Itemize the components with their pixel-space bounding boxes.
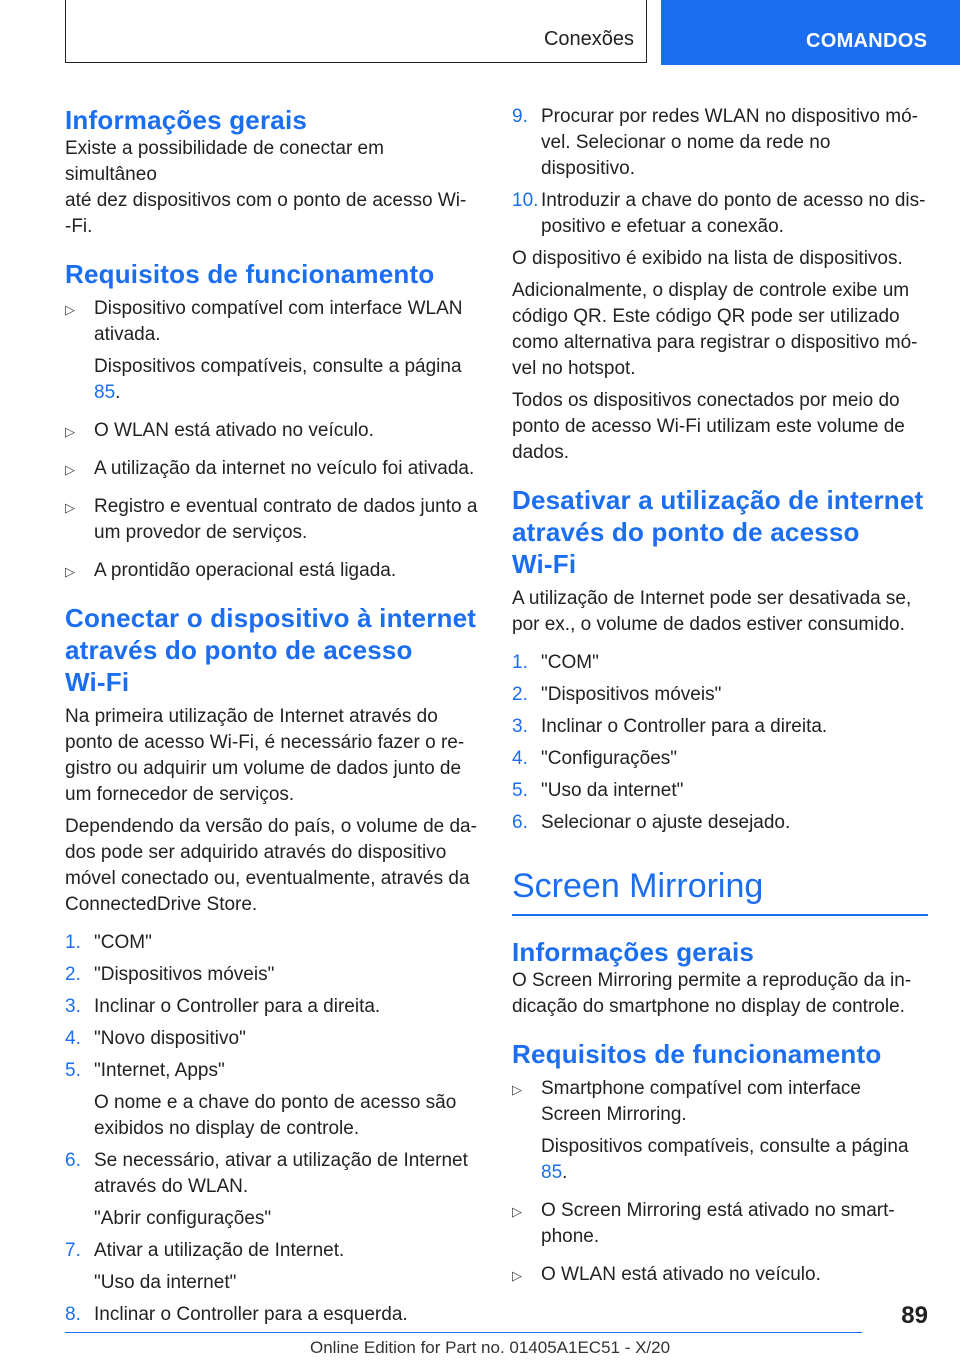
step-item: 6. Se necessário, ativar a utilização de Internet através do WLAN. — [65, 1150, 468, 1197]
requirement-item: ▷ O WLAN está ativado no veículo. — [512, 1262, 928, 1288]
footer-edition: Online Edition for Part no. 01405A1EC51 - X/20 — [310, 1338, 671, 1357]
paragraph-mirroring-info: O Screen Mirroring permite a reprodução da in‐ dicação do smartphone no display de controle. — [512, 970, 912, 1017]
triangle-bullet-icon: ▷ — [512, 1268, 522, 1283]
requirement-note: Dispositivos compatíveis, consulte a página 85. — [541, 1136, 909, 1183]
step-item: 3. Inclinar o Controller para a direita. — [65, 996, 381, 1017]
requirement-item: ▷ Registro e eventual contrato de dados junto a um provedor de serviços. — [65, 496, 478, 543]
step-item: 1. "COM" — [65, 932, 152, 953]
left-column — [65, 104, 481, 1328]
page-link[interactable]: 85 — [94, 382, 116, 403]
step-item: 3. Inclinar o Controller para a direita. — [512, 716, 828, 737]
step-item: 6. Selecionar o ajuste desejado. — [512, 812, 791, 833]
heading-connect-device: Conectar o dispositivo à internet através do ponto de acesso Wi‑Fi — [65, 603, 477, 697]
paragraph-shared-volume: Todos os dispositivos conectados por meio do ponto de acesso Wi‑Fi utilizam este volume de dados. — [512, 390, 905, 463]
heading-general-info: Informações gerais — [65, 105, 308, 135]
requirement-item: ▷ A prontidão operacional está ligada. — [65, 558, 481, 584]
step-item: 4. "Configurações" — [512, 748, 678, 769]
paragraph-general-info: Existe a possibilidade de conectar em simultâneo até dez dispositivos com o ponto de acesso Wi‐ ‐Fi. — [65, 138, 467, 237]
requirement-item: ▷ Dispositivo compatível com interface WLAN ativada. — [65, 298, 463, 345]
paragraph-connect-first-use: Na primeira utilização de Internet através do ponto de acesso Wi‑Fi, é necessário fazer o re‐ gistro ou adquirir um volume de dados junto de um fornecedor de serviços. — [65, 706, 465, 805]
page-link[interactable]: 85 — [541, 1162, 563, 1183]
step-item: 2. "Dispositivos móveis" — [512, 684, 722, 705]
step-note: O nome e a chave do ponto de acesso são exibidos no display de controle. — [94, 1092, 457, 1139]
paragraph-device-listed: O dispositivo é exibido na lista de dispositivos. — [512, 248, 903, 269]
requirement-item: ▷ O Screen Mirroring está ativado no smart‐ phone. — [512, 1200, 895, 1247]
header-section-title: Conexões — [543, 28, 634, 50]
requirement-item: ▷ O WLAN está ativado no veículo. — [65, 418, 481, 444]
step-item: 4. "Novo dispositivo" — [65, 1028, 246, 1049]
heading-screen-mirroring: Screen Mirroring — [512, 867, 764, 905]
header-chapter-box — [661, 0, 960, 65]
heading-requirements: Requisitos de funcionamento — [65, 259, 435, 289]
step-item: 9. Procurar por redes WLAN no dispositivo mó‐ vel. Selecionar o nome da rede no dispositivo. — [512, 106, 918, 179]
paragraph-connect-data-volume: Dependendo da versão do país, o volume de da‐ dos pode ser adquirido através do dispositivo móvel conectado ou, eventualmente, através da ConnectedDrive Store. — [65, 816, 477, 915]
triangle-bullet-icon: ▷ — [65, 302, 75, 317]
triangle-bullet-icon: ▷ — [512, 1082, 522, 1097]
heading-mirroring-info: Informações gerais — [512, 937, 755, 967]
triangle-bullet-icon: ▷ — [65, 462, 75, 477]
page-number: 89 — [901, 1302, 928, 1329]
step-item: 10. Introduzir a chave do ponto de acesso no dis‐ positivo e efetuar a conexão. — [512, 190, 926, 237]
requirement-item: ▷ A utilização da internet no veículo foi ativada. — [65, 456, 481, 482]
step-item: 1. "COM" — [512, 652, 599, 673]
right-column — [512, 104, 928, 1288]
header-section-box — [65, 0, 647, 63]
triangle-bullet-icon: ▷ — [65, 564, 75, 579]
step-note: "Uso da internet" — [94, 1272, 237, 1293]
step-item: 2. "Dispositivos móveis" — [65, 964, 275, 985]
heading-disable-internet: Desativar a utilização de internet através do ponto de acesso Wi‑Fi — [512, 485, 924, 579]
step-item: 7. Ativar a utilização de Internet. — [65, 1240, 345, 1261]
footer-divider — [65, 1332, 862, 1333]
requirement-note: Dispositivos compatíveis, consulte a página 85. — [94, 356, 462, 403]
paragraph-disable-internet: A utilização de Internet pode ser desativada se, por ex., o volume de dados estiver consumido. — [512, 588, 912, 635]
step-item: 5. "Uso da internet" — [512, 780, 684, 801]
step-item: 5. "Internet, Apps" — [65, 1060, 225, 1081]
triangle-bullet-icon: ▷ — [65, 424, 75, 439]
paragraph-qr-code: Adicionalmente, o display de controle exibe um código QR. Este código QR pode ser utilizado como alternativa para registrar o dispositivo mó‐ vel no hotspot. — [512, 280, 918, 379]
triangle-bullet-icon: ▷ — [512, 1204, 522, 1219]
step-item: 8. Inclinar o Controller para a esquerda. — [65, 1304, 408, 1325]
heading-mirroring-requirements: Requisitos de funcionamento — [512, 1039, 882, 1069]
header-chapter-title: COMANDOS — [806, 30, 928, 52]
requirement-item: ▷ Smartphone compatível com interface Screen Mirroring. — [512, 1078, 861, 1125]
triangle-bullet-icon: ▷ — [65, 500, 75, 515]
step-note: "Abrir configurações" — [94, 1208, 272, 1229]
